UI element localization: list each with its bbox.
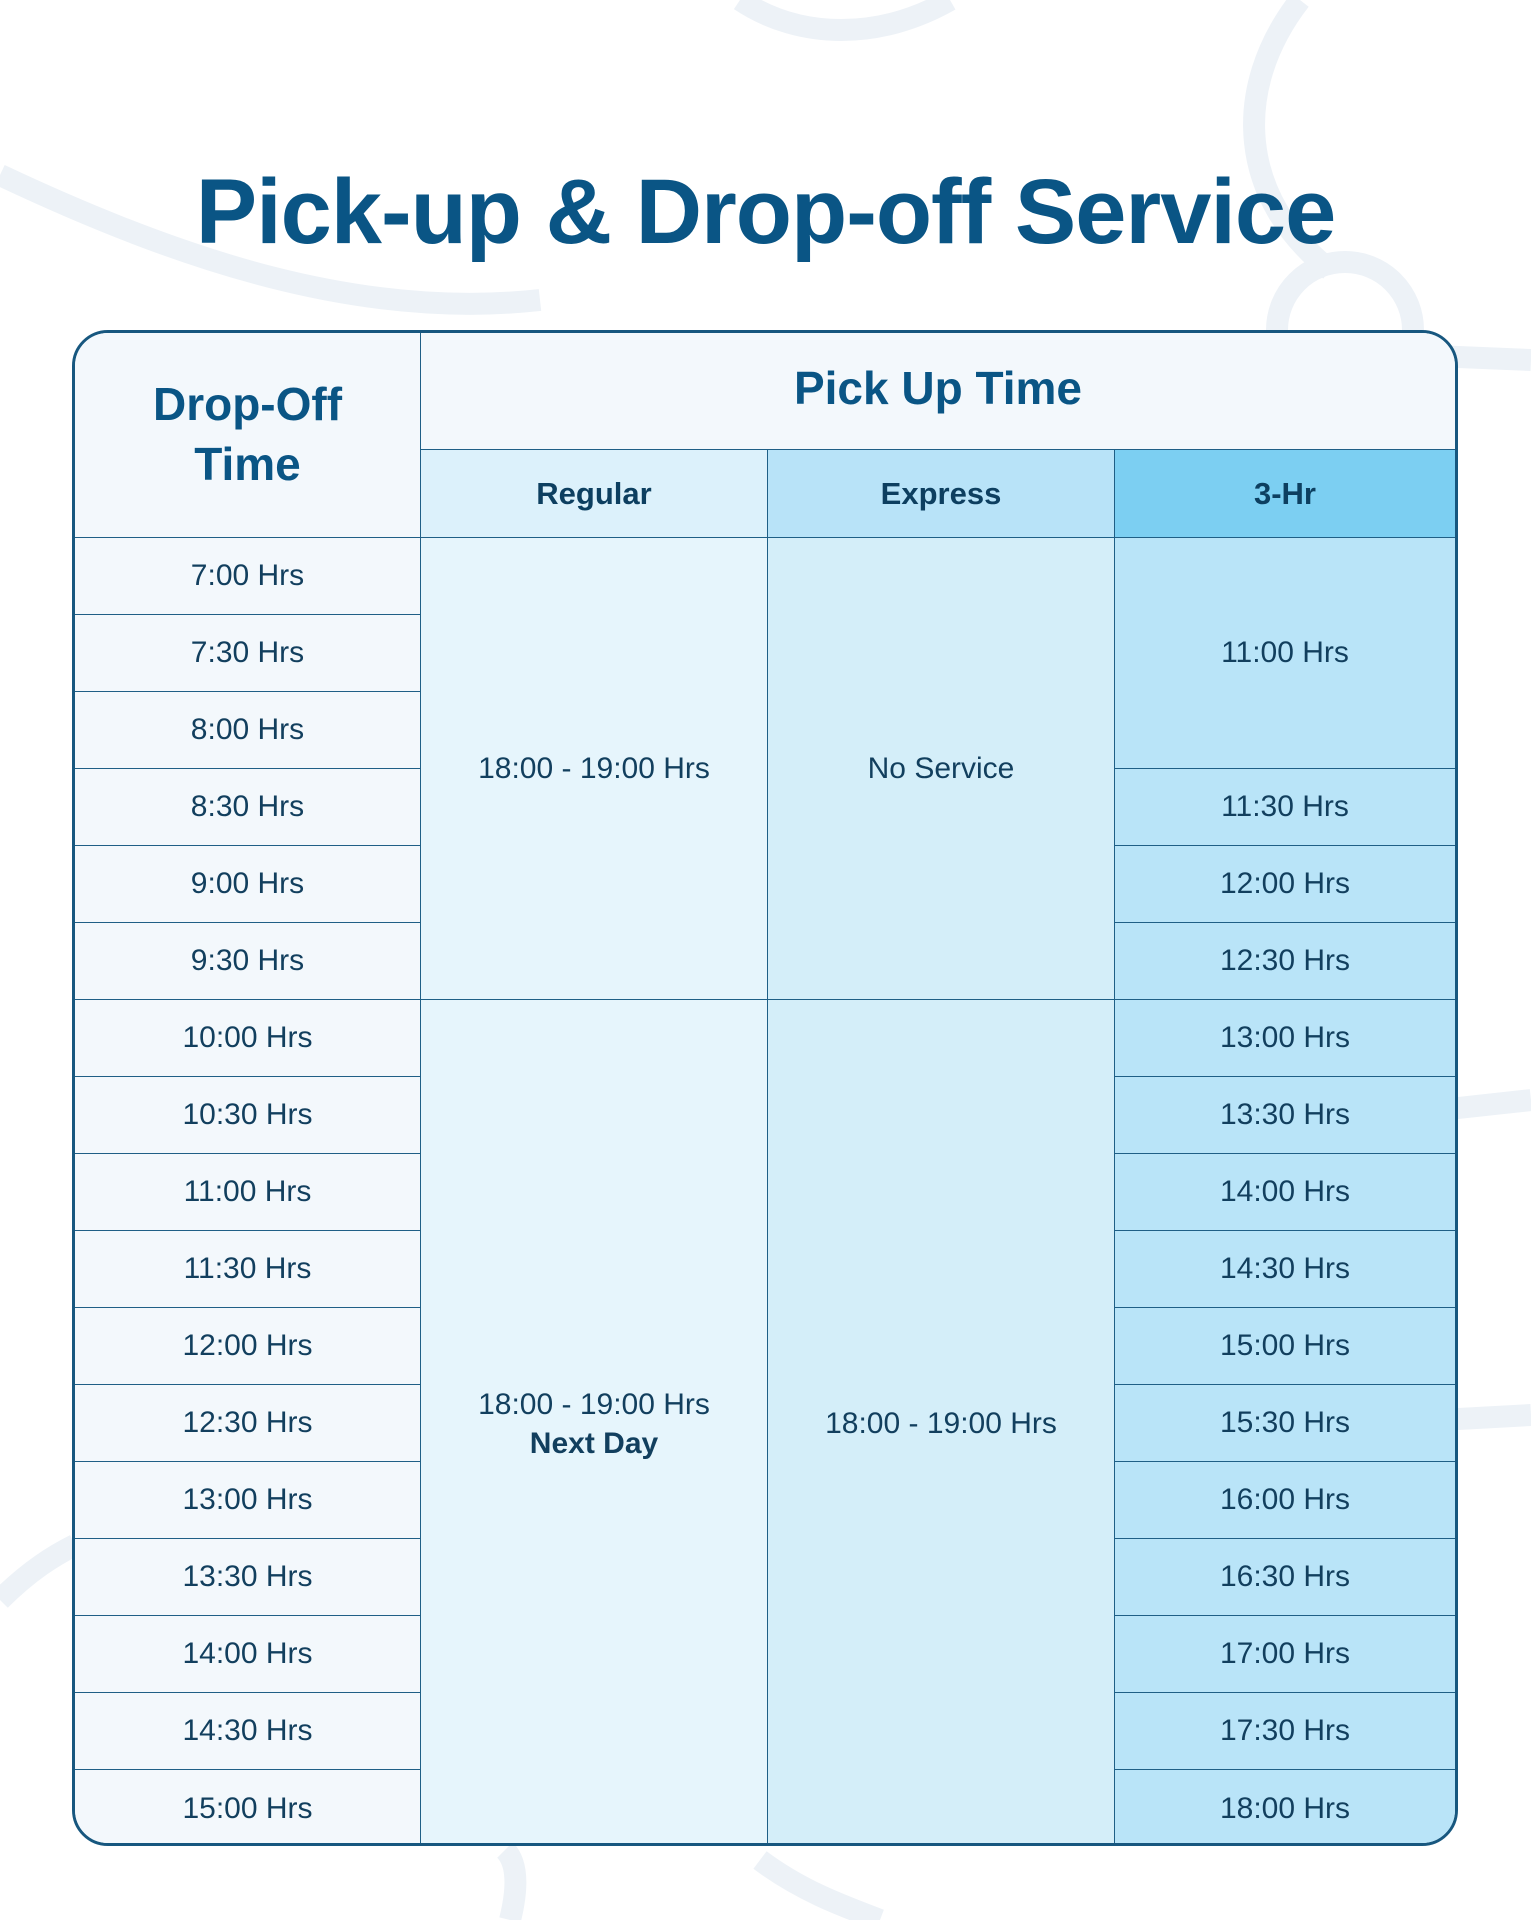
- three-hr-pickup-cell: 11:30 Hrs: [1115, 769, 1455, 846]
- three-hr-pickup-cell: 12:00 Hrs: [1115, 846, 1455, 923]
- dropoff-time-cell: 10:00 Hrs: [75, 1000, 421, 1077]
- dropoff-time-cell: 13:30 Hrs: [75, 1539, 421, 1616]
- dropoff-time-cell: 14:00 Hrs: [75, 1616, 421, 1693]
- dropoff-time-cell: 7:00 Hrs: [75, 538, 421, 615]
- three-hr-pickup-cell: 16:00 Hrs: [1115, 1462, 1455, 1539]
- regular-pickup-block-2: [421, 1000, 768, 1846]
- three-hr-pickup-cell: 11:00 Hrs: [1115, 538, 1455, 769]
- three-hr-pickup-cell: 17:30 Hrs: [1115, 1693, 1455, 1770]
- three-hr-pickup-cell: 15:30 Hrs: [1115, 1385, 1455, 1462]
- three-hr-pickup-cell: 13:00 Hrs: [1115, 1000, 1455, 1077]
- pickup-time-header: Pick Up Time: [421, 333, 1455, 450]
- three-hr-pickup-cell: 12:30 Hrs: [1115, 923, 1455, 1000]
- three-hr-pickup-cell: 15:00 Hrs: [1115, 1308, 1455, 1385]
- dropoff-time-cell: 11:30 Hrs: [75, 1231, 421, 1308]
- three-hr-pickup-cell: 18:00 Hrs: [1115, 1770, 1455, 1846]
- three-hr-pickup-cell: 14:30 Hrs: [1115, 1231, 1455, 1308]
- three-hr-pickup-cell: 16:30 Hrs: [1115, 1539, 1455, 1616]
- three-hr-pickup-cell: 14:00 Hrs: [1115, 1154, 1455, 1231]
- dropoff-time-cell: 9:00 Hrs: [75, 846, 421, 923]
- dropoff-time-cell: 8:00 Hrs: [75, 692, 421, 769]
- dropoff-time-cell: 15:00 Hrs: [75, 1770, 421, 1846]
- schedule-table: [72, 330, 1458, 1846]
- three-hr-pickup-cell: 13:30 Hrs: [1115, 1077, 1455, 1154]
- dropoff-time-cell: 8:30 Hrs: [75, 769, 421, 846]
- dropoff-time-cell: 12:30 Hrs: [75, 1385, 421, 1462]
- dropoff-time-cell: 13:00 Hrs: [75, 1462, 421, 1539]
- page-title: Pick-up & Drop-off Service: [195, 161, 1336, 263]
- express-pickup-block: 18:00 - 19:00 Hrs: [768, 1000, 1115, 1846]
- dropoff-header-line1: Drop-Off: [152, 378, 343, 431]
- regular-column-header: Regular: [421, 450, 768, 538]
- dropoff-time-cell: 14:30 Hrs: [75, 1693, 421, 1770]
- dropoff-time-cell: 10:30 Hrs: [75, 1077, 421, 1154]
- dropoff-time-cell: 7:30 Hrs: [75, 615, 421, 692]
- regular-pickup-block-1: 18:00 - 19:00 Hrs: [421, 538, 768, 1000]
- dropoff-time-cell: 12:00 Hrs: [75, 1308, 421, 1385]
- express-column-header: Express: [768, 450, 1115, 538]
- three-hr-column-header: 3-Hr: [1115, 450, 1455, 538]
- regular-pickup-time: 18:00 - 19:00 Hrs: [478, 1387, 710, 1421]
- dropoff-time-cell: 11:00 Hrs: [75, 1154, 421, 1231]
- dropoff-header-line2: Time: [194, 438, 301, 490]
- express-no-service: No Service: [768, 538, 1115, 1000]
- regular-next-day-label: Next Day: [529, 1426, 659, 1460]
- three-hr-pickup-cell: 17:00 Hrs: [1115, 1616, 1455, 1693]
- dropoff-time-cell: 9:30 Hrs: [75, 923, 421, 1000]
- dropoff-time-header: [75, 333, 421, 538]
